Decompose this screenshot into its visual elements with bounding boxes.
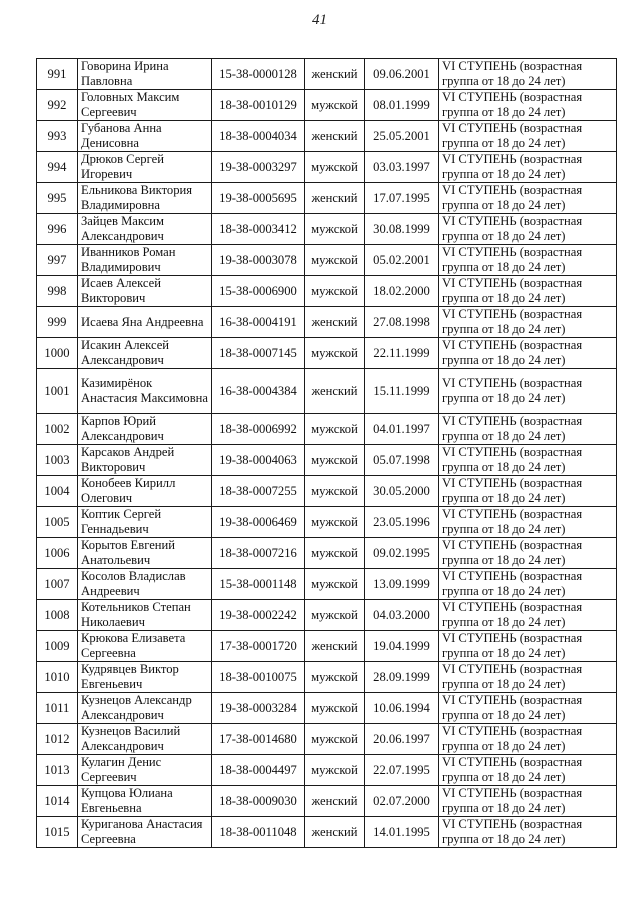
full-name-cell: Зайцев Максим Александрович xyxy=(78,214,212,245)
uin-cell: 18-38-0009030 xyxy=(212,786,305,817)
full-name-cell: Косолов Владислав Андреевич xyxy=(78,569,212,600)
full-name-cell: Корытов Евгений Анатольевич xyxy=(78,538,212,569)
row-number-cell: 1011 xyxy=(37,693,78,724)
gender-cell: мужской xyxy=(305,693,365,724)
full-name-cell: Говорина Ирина Павловна xyxy=(78,59,212,90)
row-number-cell: 996 xyxy=(37,214,78,245)
roster-body xyxy=(37,59,617,848)
birth-date-cell: 17.07.1995 xyxy=(365,183,439,214)
gender-cell: мужской xyxy=(305,214,365,245)
birth-date-cell: 08.01.1999 xyxy=(365,90,439,121)
full-name-cell: Исакин Алексей Александрович xyxy=(78,338,212,369)
full-name-cell: Карпов Юрий Александрович xyxy=(78,414,212,445)
birth-date-cell: 30.08.1999 xyxy=(365,214,439,245)
row-number-cell: 993 xyxy=(37,121,78,152)
uin-cell: 19-38-0002242 xyxy=(212,600,305,631)
row-number-cell: 1014 xyxy=(37,786,78,817)
gender-cell: женский xyxy=(305,307,365,338)
stage-cell: VI СТУПЕНЬ (возрастная группа от 18 до 24 лет) xyxy=(439,152,617,183)
uin-cell: 19-38-0006469 xyxy=(212,507,305,538)
birth-date-cell: 20.06.1997 xyxy=(365,724,439,755)
table-row xyxy=(37,245,617,276)
full-name-cell: Карсаков Андрей Викторович xyxy=(78,445,212,476)
uin-cell: 18-38-0006992 xyxy=(212,414,305,445)
uin-cell: 15-38-0000128 xyxy=(212,59,305,90)
gender-cell: женский xyxy=(305,121,365,152)
birth-date-cell: 04.03.2000 xyxy=(365,600,439,631)
gender-cell: мужской xyxy=(305,476,365,507)
gender-cell: мужской xyxy=(305,755,365,786)
gender-cell: мужской xyxy=(305,245,365,276)
stage-cell: VI СТУПЕНЬ (возрастная группа от 18 до 24 лет) xyxy=(439,338,617,369)
stage-cell: VI СТУПЕНЬ (возрастная группа от 18 до 24 лет) xyxy=(439,817,617,848)
gender-cell: женский xyxy=(305,786,365,817)
full-name-cell: Купцова Юлиана Евгеньевна xyxy=(78,786,212,817)
table-row xyxy=(37,152,617,183)
table-row xyxy=(37,121,617,152)
table-row xyxy=(37,693,617,724)
stage-cell: VI СТУПЕНЬ (возрастная группа от 18 до 24 лет) xyxy=(439,538,617,569)
gender-cell: женский xyxy=(305,631,365,662)
row-number-cell: 1009 xyxy=(37,631,78,662)
gender-cell: мужской xyxy=(305,538,365,569)
full-name-cell: Исаев Алексей Викторович xyxy=(78,276,212,307)
row-number-cell: 992 xyxy=(37,90,78,121)
row-number-cell: 991 xyxy=(37,59,78,90)
birth-date-cell: 23.05.1996 xyxy=(365,507,439,538)
table-row xyxy=(37,786,617,817)
gender-cell: мужской xyxy=(305,662,365,693)
stage-cell: VI СТУПЕНЬ (возрастная группа от 18 до 24 лет) xyxy=(439,755,617,786)
table-row xyxy=(37,817,617,848)
table-row xyxy=(37,724,617,755)
full-name-cell: Коптик Сергей Геннадьевич xyxy=(78,507,212,538)
gender-cell: мужской xyxy=(305,414,365,445)
birth-date-cell: 02.07.2000 xyxy=(365,786,439,817)
row-number-cell: 1005 xyxy=(37,507,78,538)
stage-cell: VI СТУПЕНЬ (возрастная группа от 18 до 24 лет) xyxy=(439,121,617,152)
table-row xyxy=(37,414,617,445)
uin-cell: 17-38-0014680 xyxy=(212,724,305,755)
birth-date-cell: 09.06.2001 xyxy=(365,59,439,90)
birth-date-cell: 28.09.1999 xyxy=(365,662,439,693)
uin-cell: 19-38-0003078 xyxy=(212,245,305,276)
row-number-cell: 1001 xyxy=(37,369,78,414)
full-name-cell: Губанова Анна Денисовна xyxy=(78,121,212,152)
row-number-cell: 1002 xyxy=(37,414,78,445)
table-row xyxy=(37,569,617,600)
birth-date-cell: 25.05.2001 xyxy=(365,121,439,152)
full-name-cell: Котельников Степан Николаевич xyxy=(78,600,212,631)
gender-cell: женский xyxy=(305,369,365,414)
full-name-cell: Кулагин Денис Сергеевич xyxy=(78,755,212,786)
birth-date-cell: 09.02.1995 xyxy=(365,538,439,569)
gender-cell: мужской xyxy=(305,338,365,369)
row-number-cell: 1000 xyxy=(37,338,78,369)
birth-date-cell: 18.02.2000 xyxy=(365,276,439,307)
table-row xyxy=(37,476,617,507)
birth-date-cell: 10.06.1994 xyxy=(365,693,439,724)
uin-cell: 19-38-0004063 xyxy=(212,445,305,476)
row-number-cell: 1007 xyxy=(37,569,78,600)
stage-cell: VI СТУПЕНЬ (возрастная группа от 18 до 24 лет) xyxy=(439,724,617,755)
full-name-cell: Дрюков Сергей Игоревич xyxy=(78,152,212,183)
uin-cell: 19-38-0003284 xyxy=(212,693,305,724)
birth-date-cell: 04.01.1997 xyxy=(365,414,439,445)
gender-cell: мужской xyxy=(305,600,365,631)
uin-cell: 15-38-0001148 xyxy=(212,569,305,600)
table-row xyxy=(37,631,617,662)
table-row xyxy=(37,214,617,245)
uin-cell: 18-38-0010129 xyxy=(212,90,305,121)
gender-cell: мужской xyxy=(305,569,365,600)
full-name-cell: Кудрявцев Виктор Евгеньевич xyxy=(78,662,212,693)
stage-cell: VI СТУПЕНЬ (возрастная группа от 18 до 24 лет) xyxy=(439,369,617,414)
uin-cell: 18-38-0011048 xyxy=(212,817,305,848)
full-name-cell: Кузнецов Александр Александрович xyxy=(78,693,212,724)
stage-cell: VI СТУПЕНЬ (возрастная группа от 18 до 24 лет) xyxy=(439,445,617,476)
table-row xyxy=(37,445,617,476)
stage-cell: VI СТУПЕНЬ (возрастная группа от 18 до 24 лет) xyxy=(439,414,617,445)
row-number-cell: 999 xyxy=(37,307,78,338)
stage-cell: VI СТУПЕНЬ (возрастная группа от 18 до 24 лет) xyxy=(439,245,617,276)
gender-cell: мужской xyxy=(305,445,365,476)
table-row xyxy=(37,369,617,414)
gender-cell: мужской xyxy=(305,276,365,307)
birth-date-cell: 22.07.1995 xyxy=(365,755,439,786)
table-row xyxy=(37,276,617,307)
row-number-cell: 995 xyxy=(37,183,78,214)
full-name-cell: Крюкова Елизавета Сергеевна xyxy=(78,631,212,662)
full-name-cell: Казимирёнок Анастасия Максимовна xyxy=(78,369,212,414)
birth-date-cell: 05.07.1998 xyxy=(365,445,439,476)
row-number-cell: 1010 xyxy=(37,662,78,693)
row-number-cell: 1013 xyxy=(37,755,78,786)
full-name-cell: Исаева Яна Андреевна xyxy=(78,307,212,338)
row-number-cell: 1006 xyxy=(37,538,78,569)
stage-cell: VI СТУПЕНЬ (возрастная группа от 18 до 24 лет) xyxy=(439,693,617,724)
uin-cell: 18-38-0007145 xyxy=(212,338,305,369)
table-row xyxy=(37,307,617,338)
row-number-cell: 1004 xyxy=(37,476,78,507)
birth-date-cell: 13.09.1999 xyxy=(365,569,439,600)
uin-cell: 18-38-0004034 xyxy=(212,121,305,152)
row-number-cell: 998 xyxy=(37,276,78,307)
uin-cell: 17-38-0001720 xyxy=(212,631,305,662)
row-number-cell: 994 xyxy=(37,152,78,183)
stage-cell: VI СТУПЕНЬ (возрастная группа от 18 до 24 лет) xyxy=(439,600,617,631)
gender-cell: мужской xyxy=(305,152,365,183)
table-row xyxy=(37,338,617,369)
page-number: 41 xyxy=(312,12,327,28)
stage-cell: VI СТУПЕНЬ (возрастная группа от 18 до 24 лет) xyxy=(439,786,617,817)
stage-cell: VI СТУПЕНЬ (возрастная группа от 18 до 24 лет) xyxy=(439,631,617,662)
gender-cell: мужской xyxy=(305,507,365,538)
birth-date-cell: 19.04.1999 xyxy=(365,631,439,662)
stage-cell: VI СТУПЕНЬ (возрастная группа от 18 до 24 лет) xyxy=(439,276,617,307)
uin-cell: 18-38-0007216 xyxy=(212,538,305,569)
uin-cell: 18-38-0010075 xyxy=(212,662,305,693)
table-row xyxy=(37,90,617,121)
row-number-cell: 997 xyxy=(37,245,78,276)
birth-date-cell: 27.08.1998 xyxy=(365,307,439,338)
roster-table xyxy=(36,58,617,848)
table-row xyxy=(37,183,617,214)
birth-date-cell: 22.11.1999 xyxy=(365,338,439,369)
birth-date-cell: 30.05.2000 xyxy=(365,476,439,507)
stage-cell: VI СТУПЕНЬ (возрастная группа от 18 до 24 лет) xyxy=(439,90,617,121)
row-number-cell: 1008 xyxy=(37,600,78,631)
uin-cell: 16-38-0004191 xyxy=(212,307,305,338)
full-name-cell: Иванников Роман Владимирович xyxy=(78,245,212,276)
uin-cell: 18-38-0003412 xyxy=(212,214,305,245)
table-row xyxy=(37,538,617,569)
row-number-cell: 1015 xyxy=(37,817,78,848)
uin-cell: 19-38-0005695 xyxy=(212,183,305,214)
birth-date-cell: 14.01.1995 xyxy=(365,817,439,848)
stage-cell: VI СТУПЕНЬ (возрастная группа от 18 до 24 лет) xyxy=(439,59,617,90)
uin-cell: 18-38-0007255 xyxy=(212,476,305,507)
gender-cell: мужской xyxy=(305,90,365,121)
full-name-cell: Головных Максим Сергеевич xyxy=(78,90,212,121)
table-row xyxy=(37,755,617,786)
birth-date-cell: 05.02.2001 xyxy=(365,245,439,276)
table-row xyxy=(37,662,617,693)
birth-date-cell: 15.11.1999 xyxy=(365,369,439,414)
full-name-cell: Куриганова Анастасия Сергеевна xyxy=(78,817,212,848)
stage-cell: VI СТУПЕНЬ (возрастная группа от 18 до 24 лет) xyxy=(439,507,617,538)
gender-cell: женский xyxy=(305,59,365,90)
gender-cell: женский xyxy=(305,817,365,848)
stage-cell: VI СТУПЕНЬ (возрастная группа от 18 до 24 лет) xyxy=(439,662,617,693)
row-number-cell: 1012 xyxy=(37,724,78,755)
stage-cell: VI СТУПЕНЬ (возрастная группа от 18 до 24 лет) xyxy=(439,307,617,338)
uin-cell: 15-38-0006900 xyxy=(212,276,305,307)
stage-cell: VI СТУПЕНЬ (возрастная группа от 18 до 24 лет) xyxy=(439,476,617,507)
birth-date-cell: 03.03.1997 xyxy=(365,152,439,183)
stage-cell: VI СТУПЕНЬ (возрастная группа от 18 до 24 лет) xyxy=(439,569,617,600)
uin-cell: 19-38-0003297 xyxy=(212,152,305,183)
full-name-cell: Конобеев Кирилл Олегович xyxy=(78,476,212,507)
full-name-cell: Кузнецов Василий Александрович xyxy=(78,724,212,755)
gender-cell: мужской xyxy=(305,724,365,755)
stage-cell: VI СТУПЕНЬ (возрастная группа от 18 до 24 лет) xyxy=(439,183,617,214)
table-row xyxy=(37,600,617,631)
gender-cell: женский xyxy=(305,183,365,214)
stage-cell: VI СТУПЕНЬ (возрастная группа от 18 до 24 лет) xyxy=(439,214,617,245)
full-name-cell: Ельникова Виктория Владимировна xyxy=(78,183,212,214)
uin-cell: 16-38-0004384 xyxy=(212,369,305,414)
table-row xyxy=(37,507,617,538)
table-row xyxy=(37,59,617,90)
uin-cell: 18-38-0004497 xyxy=(212,755,305,786)
row-number-cell: 1003 xyxy=(37,445,78,476)
